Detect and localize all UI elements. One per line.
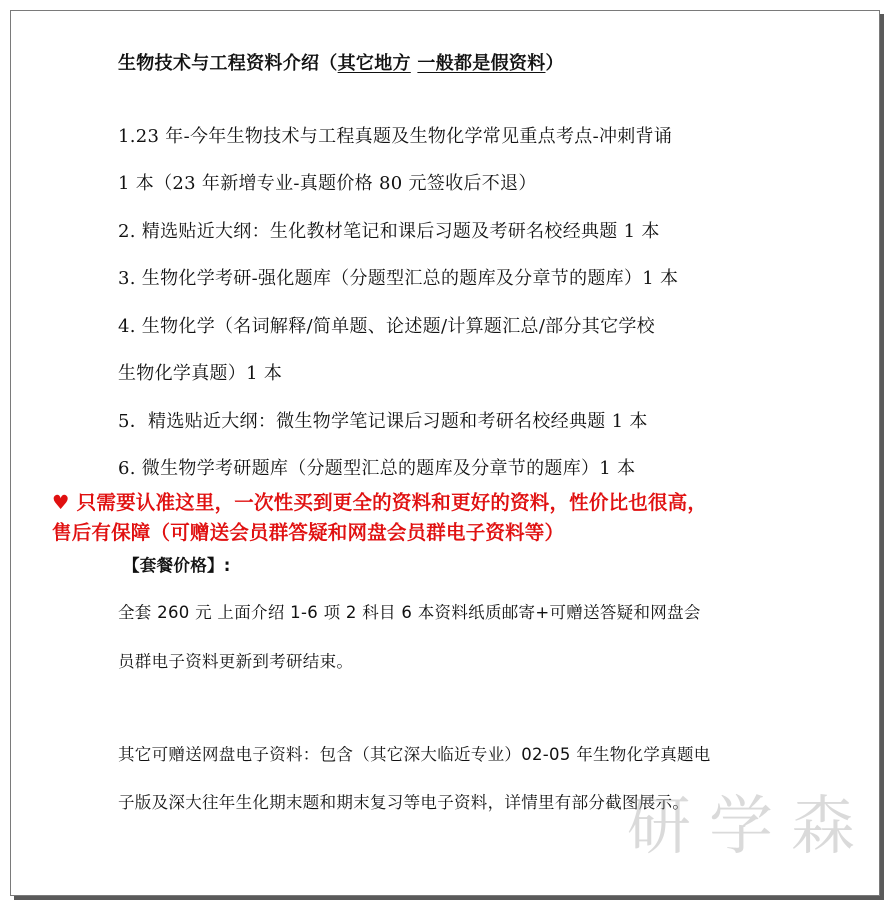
item-line-1: 1.23 年-今年生物技术与工程真题及生物化学常见重点考点-冲刺背诵 (118, 126, 673, 147)
title-link-fake-materials[interactable]: 一般都是假资料 (417, 53, 546, 74)
other-line-1: 其它可赠送网盘电子资料：包含（其它深大临近专业）02-05 年生物化学真题电 (118, 745, 711, 764)
item-line-8: 6. 微生物学考研题库（分题型汇总的题库及分章节的题库）1 本 (118, 458, 636, 479)
item-line-2: 1 本（23 年新增专业-真题价格 80 元签收后不退） (118, 173, 537, 194)
watermark-logo: 研学森 (627, 790, 873, 864)
promo-banner-line-2: 售后有保障（可赠送会员群答疑和网盘会员群电子资料等） (52, 521, 565, 544)
package-heading: 【套餐价格】: (123, 556, 231, 575)
item-line-5: 4. 生物化学（名词解释/简单题、论述题/计算题汇总/部分其它学校 (118, 316, 655, 337)
package-line-2: 员群电子资料更新到考研结束。 (118, 652, 354, 671)
promo-banner-line-1: ♥ 只需要认准这里，一次性买到更全的资料和更好的资料，性价比也很高， (52, 491, 708, 514)
item-line-7: 5．精选贴近大纲：微生物学笔记课后习题和考研名校经典题 1 本 (118, 411, 648, 432)
other-line-2: 子版及深大往年生化期末题和期末复习等电子资料，详情里有部分截图展示。 (118, 793, 690, 812)
package-line-1: 全套 260 元 上面介绍 1-6 项 2 科目 6 本资料纸质邮寄+可赠送答疑和网盘会 (118, 603, 701, 622)
document-page (10, 10, 880, 896)
document-title: 生物技术与工程资料介绍（其它地方 一般都是假资料） (118, 53, 564, 74)
title-link-other-places[interactable]: 其它地方 (337, 53, 411, 74)
item-line-4: 3. 生物化学考研-强化题库（分题型汇总的题库及分章节的题库）1 本 (118, 268, 679, 289)
item-line-3: 2. 精选贴近大纲：生化教材笔记和课后习题及考研名校经典题 1 本 (118, 221, 660, 242)
item-line-6: 生物化学真题）1 本 (118, 363, 283, 384)
